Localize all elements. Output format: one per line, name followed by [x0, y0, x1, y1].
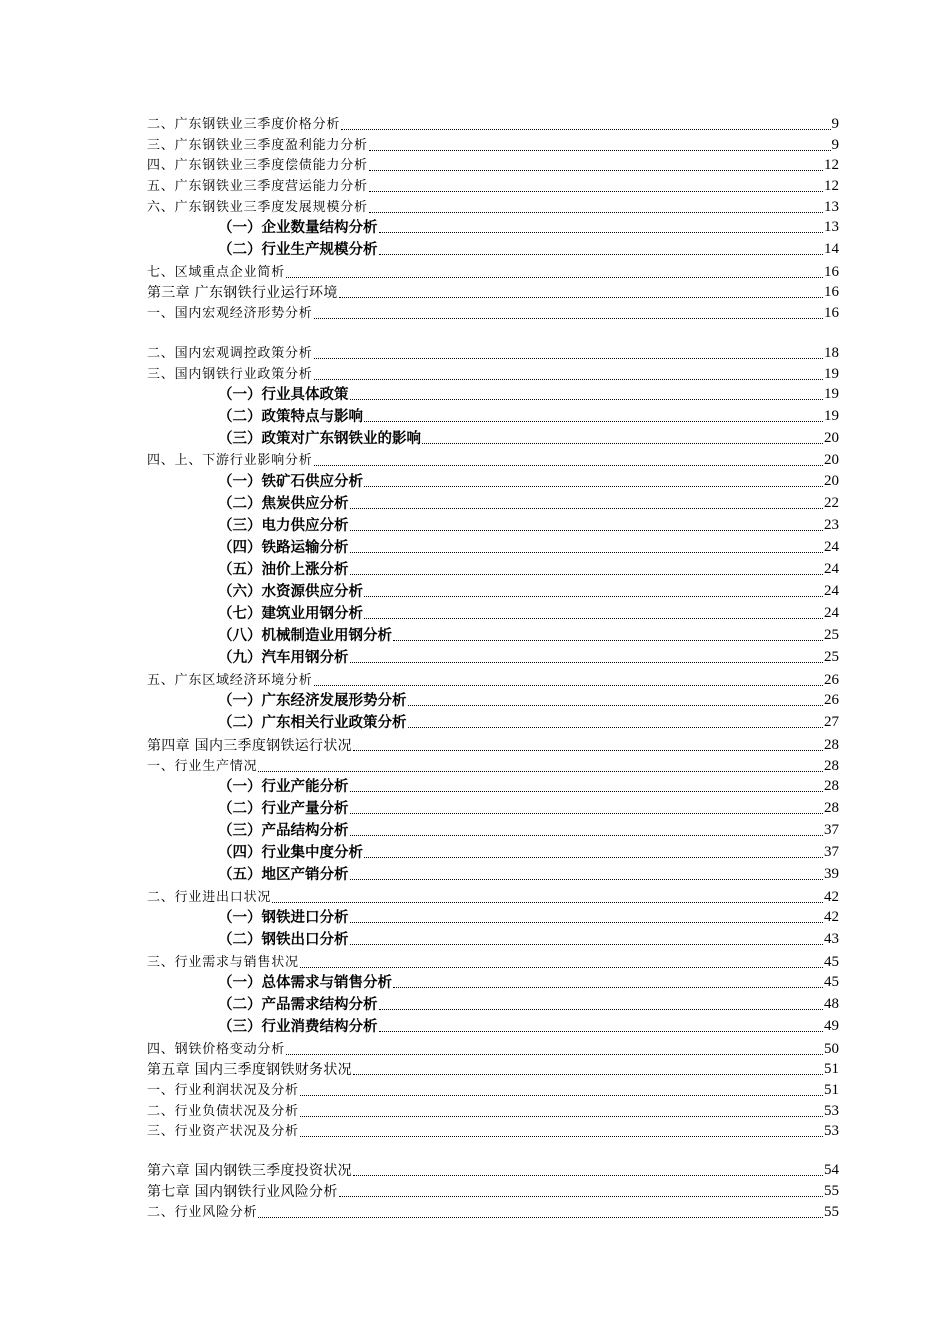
toc-entry[interactable]	[147, 157, 839, 174]
toc-entry-title: 一、行业利润状况及分析	[147, 1083, 299, 1099]
toc-entry-title: 二、行业负债状况及分析	[147, 1104, 299, 1120]
toc-entry-title: 第六章 国内钢铁三季度投资状况	[147, 1163, 352, 1180]
dot-leader	[350, 835, 824, 836]
dot-leader	[393, 987, 823, 988]
toc-entry-title: （二）产品需求结构分析	[218, 995, 378, 1013]
toc-entry[interactable]	[218, 692, 839, 709]
toc-entry-title: （七）建筑业用钢分析	[218, 604, 363, 622]
dot-leader	[314, 379, 823, 380]
dot-leader	[422, 443, 823, 444]
toc-entry-title: （二）钢铁出口分析	[218, 930, 349, 948]
dot-leader	[379, 254, 824, 255]
toc-entry[interactable]	[147, 305, 839, 322]
toc-entry-page-number: 13	[824, 219, 839, 235]
dot-leader	[300, 1116, 823, 1117]
toc-entry[interactable]	[147, 1061, 839, 1078]
toc-entry-title: （一）总体需求与销售分析	[218, 973, 392, 991]
toc-entry[interactable]	[218, 714, 839, 731]
toc-entry-title: （三）产品结构分析	[218, 821, 349, 839]
dot-leader	[314, 465, 823, 466]
toc-entry[interactable]	[218, 473, 839, 490]
toc-entry-title: 第五章 国内三季度钢铁财务状况	[147, 1062, 352, 1079]
dot-leader	[379, 1031, 824, 1032]
toc-entry-page-number: 26	[824, 692, 839, 708]
dot-leader	[364, 857, 823, 858]
toc-entry-title: 二、行业风险分析	[147, 1205, 258, 1221]
toc-entry-page-number: 43	[824, 931, 839, 947]
toc-entry-title: （二）焦炭供应分析	[218, 494, 349, 512]
toc-entry-title: 第四章 国内三季度钢铁运行状况	[147, 738, 352, 755]
toc-entry[interactable]	[147, 452, 839, 469]
dot-leader	[364, 596, 823, 597]
toc-entry-title: 二、行业进出口状况	[147, 890, 272, 906]
dot-leader	[364, 486, 823, 487]
toc-entry[interactable]	[218, 517, 839, 534]
toc-entry-title: 六、广东钢铁业三季度发展规模分析	[147, 200, 368, 216]
toc-entry-page-number: 19	[824, 366, 839, 382]
dot-leader	[353, 1074, 823, 1075]
toc-entry-page-number: 19	[824, 386, 839, 402]
dot-leader	[314, 358, 823, 359]
dot-leader	[369, 212, 823, 213]
toc-entry-title: 四、钢铁价格变动分析	[147, 1042, 286, 1058]
toc-entry[interactable]	[218, 539, 839, 556]
toc-entry[interactable]	[147, 954, 839, 971]
toc-entry-page-number: 55	[824, 1183, 839, 1199]
toc-entry-page-number: 51	[824, 1082, 839, 1098]
dot-leader	[300, 1095, 823, 1096]
toc-entry-page-number: 9	[831, 116, 839, 132]
toc-entry[interactable]	[218, 1018, 839, 1035]
toc-entry-page-number: 19	[824, 408, 839, 424]
toc-entry[interactable]	[218, 219, 839, 236]
dot-leader	[341, 129, 830, 130]
toc-entry-page-number: 39	[824, 866, 839, 882]
toc-entry[interactable]	[218, 974, 839, 991]
toc-entry[interactable]	[218, 583, 839, 600]
toc-entry-page-number: 16	[824, 305, 839, 321]
toc-entry-title: 三、行业资产状况及分析	[147, 1124, 299, 1140]
toc-entry[interactable]	[218, 430, 839, 447]
toc-entry[interactable]	[147, 1041, 839, 1058]
dot-leader	[369, 150, 831, 151]
dot-leader	[350, 813, 824, 814]
toc-entry-page-number: 16	[824, 264, 839, 280]
toc-entry[interactable]	[218, 605, 839, 622]
dot-leader	[350, 662, 824, 663]
toc-entry-title: 一、国内宏观经济形势分析	[147, 306, 313, 322]
dot-leader	[314, 685, 823, 686]
toc-entry-page-number: 45	[824, 974, 839, 990]
toc-entry[interactable]	[218, 561, 839, 578]
toc-entry[interactable]	[147, 1103, 839, 1120]
toc-entry-page-number: 28	[824, 758, 839, 774]
dot-leader	[258, 771, 823, 772]
toc-entry-page-number: 22	[824, 495, 839, 511]
dot-leader	[379, 232, 824, 233]
toc-entry-page-number: 18	[824, 345, 839, 361]
toc-entry-title: 五、广东区域经济环境分析	[147, 673, 313, 689]
dot-leader	[314, 318, 823, 319]
toc-entry-page-number: 55	[824, 1204, 839, 1220]
toc-entry[interactable]	[147, 264, 839, 281]
toc-entry-title: 一、行业生产情况	[147, 759, 258, 775]
toc-entry[interactable]	[147, 178, 839, 195]
toc-entry-page-number: 13	[824, 199, 839, 215]
toc-entry-page-number: 53	[824, 1103, 839, 1119]
toc-entry[interactable]	[218, 844, 839, 861]
toc-entry-page-number: 49	[824, 1018, 839, 1034]
toc-entry-title: （二）行业生产规模分析	[218, 240, 378, 258]
toc-entry-title: （一）钢铁进口分析	[218, 908, 349, 926]
toc-entry-page-number: 28	[824, 737, 839, 753]
toc-entry-page-number: 28	[824, 800, 839, 816]
toc-entry-page-number: 42	[824, 909, 839, 925]
dot-leader	[272, 902, 823, 903]
toc-entry-title: 二、国内宏观调控政策分析	[147, 346, 313, 362]
toc-entry-title: 七、区域重点企业简析	[147, 265, 286, 281]
dot-leader	[300, 967, 823, 968]
toc-entry[interactable]	[147, 284, 839, 301]
toc-entry[interactable]	[218, 386, 839, 403]
dot-leader	[300, 1136, 823, 1137]
dot-leader	[339, 297, 823, 298]
toc-entry-title: （二）政策特点与影响	[218, 407, 363, 425]
toc-entry[interactable]	[147, 1123, 839, 1140]
toc-entry-title: 三、国内钢铁行业政策分析	[147, 367, 313, 383]
dot-leader	[339, 1196, 823, 1197]
toc-entry-page-number: 51	[824, 1061, 839, 1077]
toc-entry[interactable]	[218, 408, 839, 425]
dot-leader	[350, 574, 824, 575]
dot-leader	[350, 922, 824, 923]
toc-entry[interactable]	[218, 241, 839, 258]
toc-entry-page-number: 20	[824, 430, 839, 446]
toc-entry[interactable]	[147, 1183, 839, 1200]
toc-entry[interactable]	[147, 366, 839, 383]
toc-entry[interactable]	[218, 800, 839, 817]
toc-entry-title: 五、广东钢铁业三季度营运能力分析	[147, 179, 368, 195]
toc-entry[interactable]	[147, 1162, 839, 1179]
dot-leader	[350, 399, 824, 400]
dot-leader	[286, 1054, 823, 1055]
toc-entry[interactable]	[147, 345, 839, 362]
toc-entry-title: （三）电力供应分析	[218, 516, 349, 534]
toc-entry-title: （八）机械制造业用钢分析	[218, 626, 392, 644]
toc-entry-title: （五）地区产销分析	[218, 865, 349, 883]
dot-leader	[364, 618, 823, 619]
toc-entry-title: （一）广东经济发展形势分析	[218, 691, 407, 709]
toc-entry[interactable]	[218, 627, 839, 644]
toc-entry[interactable]	[218, 996, 839, 1013]
toc-entry-page-number: 20	[824, 473, 839, 489]
toc-entry[interactable]	[218, 931, 839, 948]
toc-entry-title: 四、上、下游行业影响分析	[147, 453, 313, 469]
dot-leader	[408, 705, 824, 706]
toc-entry[interactable]	[147, 758, 839, 775]
dot-leader	[353, 1175, 823, 1176]
dot-leader	[350, 552, 824, 553]
toc-entry-page-number: 24	[824, 561, 839, 577]
toc-entry-page-number: 45	[824, 954, 839, 970]
toc-entry-page-number: 9	[831, 137, 839, 153]
toc-entry-title: 二、广东钢铁业三季度价格分析	[147, 117, 341, 133]
toc-entry-page-number: 24	[824, 539, 839, 555]
toc-entry[interactable]	[218, 495, 839, 512]
dot-leader	[393, 640, 823, 641]
toc-entry-title: 第三章 广东钢铁行业运行环境	[147, 285, 338, 302]
toc-entry-title: 第七章 国内钢铁行业风险分析	[147, 1184, 338, 1201]
dot-leader	[408, 727, 824, 728]
toc-entry[interactable]	[147, 1082, 839, 1099]
dot-leader	[369, 191, 823, 192]
toc-entry-page-number: 25	[824, 649, 839, 665]
toc-entry-title: 三、广东钢铁业三季度盈利能力分析	[147, 138, 368, 154]
toc-entry[interactable]	[147, 116, 839, 133]
toc-entry-page-number: 14	[824, 241, 839, 257]
toc-entry[interactable]	[218, 778, 839, 795]
toc-entry-title: （三）政策对广东钢铁业的影响	[218, 429, 421, 447]
toc-entry[interactable]	[147, 199, 839, 216]
toc-entry[interactable]	[147, 889, 839, 906]
dot-leader	[258, 1217, 823, 1218]
toc-entry-title: （三）行业消费结构分析	[218, 1017, 378, 1035]
dot-leader	[379, 1009, 824, 1010]
toc-entry-page-number: 37	[824, 844, 839, 860]
toc-entry-page-number: 53	[824, 1123, 839, 1139]
toc-entry-page-number: 23	[824, 517, 839, 533]
toc-entry[interactable]	[147, 737, 839, 754]
toc-entry-title: （一）铁矿石供应分析	[218, 472, 363, 490]
toc-entry-page-number: 26	[824, 672, 839, 688]
toc-entry-title: （一）行业产能分析	[218, 777, 349, 795]
toc-entry-page-number: 24	[824, 605, 839, 621]
toc-entry-page-number: 42	[824, 889, 839, 905]
toc-entry[interactable]	[218, 649, 839, 666]
toc-entry-page-number: 12	[824, 178, 839, 194]
toc-entry-page-number: 20	[824, 452, 839, 468]
toc-entry-page-number: 37	[824, 822, 839, 838]
toc-entry[interactable]	[218, 866, 839, 883]
toc-entry-page-number: 16	[824, 284, 839, 300]
dot-leader	[350, 879, 824, 880]
toc-entry-title: （六）水资源供应分析	[218, 582, 363, 600]
toc-entry[interactable]	[218, 909, 839, 926]
toc-entry-title: （四）铁路运输分析	[218, 538, 349, 556]
toc-entry-page-number: 24	[824, 583, 839, 599]
toc-entry[interactable]	[147, 672, 839, 689]
dot-leader	[353, 750, 823, 751]
toc-entry-page-number: 27	[824, 714, 839, 730]
toc-entry-page-number: 50	[824, 1041, 839, 1057]
toc-entry-title: （一）行业具体政策	[218, 385, 349, 403]
toc-entry[interactable]	[147, 137, 839, 154]
dot-leader	[350, 944, 824, 945]
toc-entry-page-number: 28	[824, 778, 839, 794]
toc-entry-title: 三、行业需求与销售状况	[147, 955, 299, 971]
toc-entry-title: （九）汽车用钢分析	[218, 648, 349, 666]
toc-entry-title: （二）行业产量分析	[218, 799, 349, 817]
dot-leader	[350, 530, 824, 531]
toc-entry-title: （二）广东相关行业政策分析	[218, 713, 407, 731]
dot-leader	[286, 277, 823, 278]
toc-entry-title: 四、广东钢铁业三季度偿债能力分析	[147, 158, 368, 174]
dot-leader	[350, 791, 824, 792]
toc-entry-title: （四）行业集中度分析	[218, 843, 363, 861]
dot-leader	[369, 170, 823, 171]
toc-entry-page-number: 25	[824, 627, 839, 643]
toc-entry-title: （五）油价上涨分析	[218, 560, 349, 578]
toc-entry[interactable]	[147, 1204, 839, 1221]
dot-leader	[364, 421, 823, 422]
dot-leader	[350, 508, 824, 509]
toc-entry-page-number: 54	[824, 1162, 839, 1178]
toc-entry-page-number: 12	[824, 157, 839, 173]
toc-entry-page-number: 48	[824, 996, 839, 1012]
toc-entry-title: （一）企业数量结构分析	[218, 218, 378, 236]
toc-entry[interactable]	[218, 822, 839, 839]
